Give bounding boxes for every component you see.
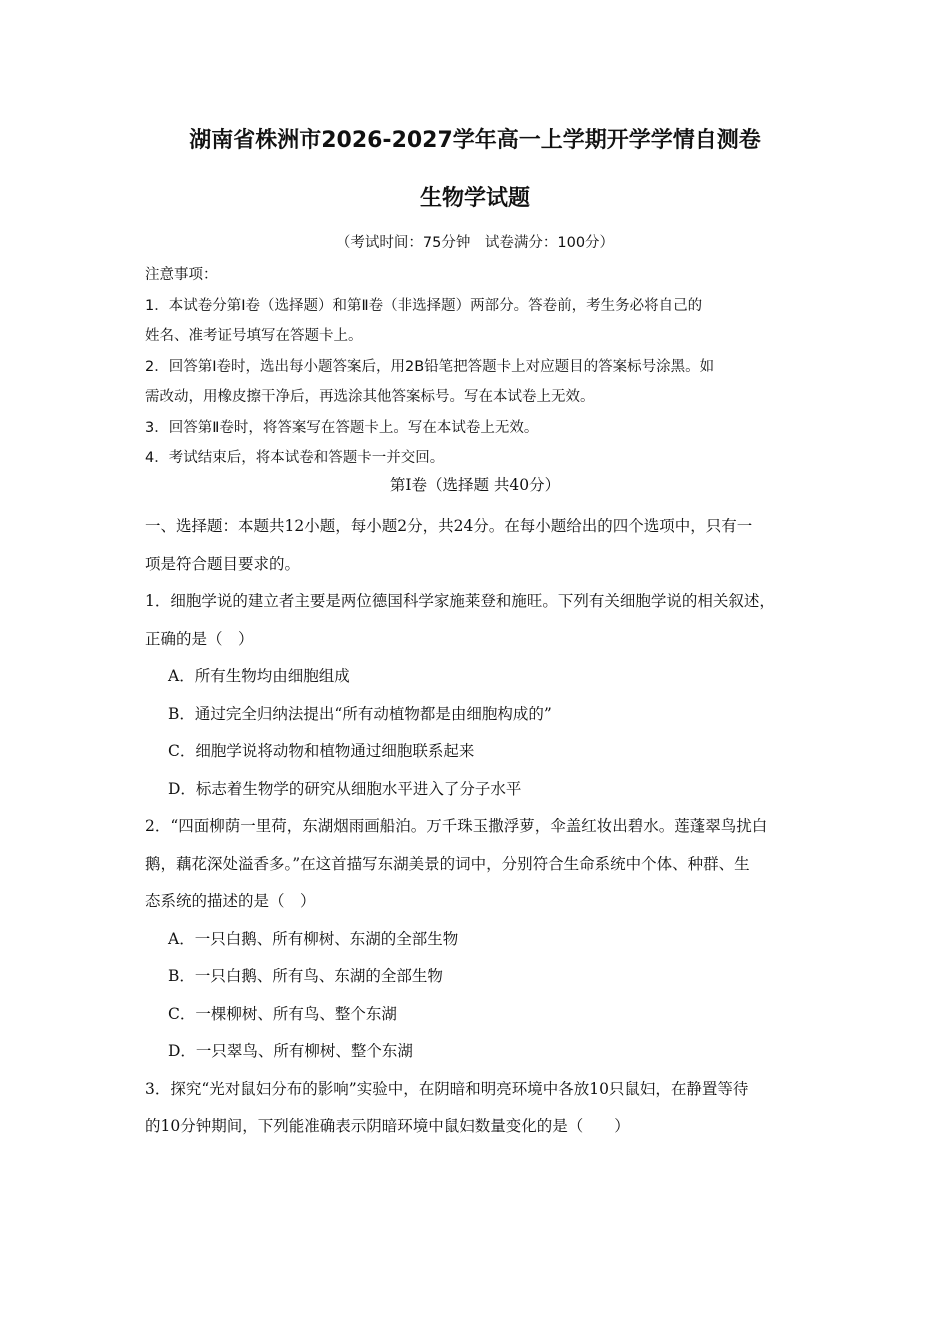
notes-block xyxy=(145,260,815,474)
question-2-option-d: D．一只翠鸟、所有柳树、整个东湖 xyxy=(168,1042,413,1060)
question-2-option-a: A．一只白鹅、所有柳树、东湖的全部生物 xyxy=(168,929,459,948)
section-instruction: 项是符合题目要求的。 xyxy=(145,554,301,573)
question-1-stem: 正确的是（ ） xyxy=(145,629,254,648)
section-instruction: 一、选择题：本题共12小题，每小题2分，共24分。在每小题给出的四个选项中，只有一 xyxy=(145,517,753,535)
question-2-stem: 态系统的描述的是（ ） xyxy=(145,892,316,910)
question-1-option-a: A．所有生物均由细胞组成 xyxy=(168,667,350,685)
notes-line: 2．回答第Ⅰ卷时，选出每小题答案后，用2B铅笔把答题卡上对应题目的答案标号涂黑。如 xyxy=(145,358,715,375)
notes-line: 4．考试结束后，将本试卷和答题卡一并交回。 xyxy=(145,450,445,466)
exam-info: （考试时间：75分钟 试卷满分：100分） xyxy=(335,235,615,251)
question-2-option-c: C．一棵柳树、所有鸟、整个东湖 xyxy=(168,1004,397,1023)
question-3-stem: 3．探究“光对鼠妇分布的影响”实验中，在阴暗和明亮环境中各放10只鼠妇，在静置等待 xyxy=(145,1079,749,1098)
subject-title: 生物学试题 xyxy=(419,186,530,211)
section-heading: 第Ⅰ卷（选择题 共40分） xyxy=(389,476,561,494)
question-2-stem: 鹅，藕花深处溢香多。”在这首描写东湖美景的词中，分别符合生命系统中个体、种群、生 xyxy=(145,854,750,873)
notes-line: 3．回答第Ⅱ卷时，将答案写在答题卡上。写在本试卷上无效。 xyxy=(145,419,539,436)
questions-body xyxy=(145,508,815,1146)
question-2-option-b: B．一只白鹅、所有鸟、东湖的全部生物 xyxy=(168,967,443,985)
question-1-option-b: B．通过完全归纳法提出“所有动植物都是由细胞构成的” xyxy=(168,704,552,723)
question-3-stem: 的10分钟期间，下列能准确表示阴暗环境中鼠妇数量变化的是（ ） xyxy=(145,1117,630,1135)
question-1-option-d: D．标志着生物学的研究从细胞水平进入了分子水平 xyxy=(168,779,522,798)
notes-line: 1．本试卷分第Ⅰ卷（选择题）和第Ⅱ卷（非选择题）两部分。答卷前，考生务必将自己的 xyxy=(145,297,703,314)
notes-line: 姓名、准考证号填写在答题卡上。 xyxy=(145,328,363,344)
question-1-option-c: C．细胞学说将动物和植物通过细胞联系起来 xyxy=(168,742,475,760)
question-2-stem: 2．“四面柳荫一里荷，东湖烟雨画船泊。万千珠玉撒浮萝，伞盖红妆出碧水。莲蓬翠鸟扰白 xyxy=(145,817,768,835)
question-1-stem: 1．细胞学说的建立者主要是两位德国科学家施莱登和施旺。下列有关细胞学说的相关叙述， xyxy=(145,592,775,610)
notes-heading: 注意事项： xyxy=(145,267,218,283)
exam-title: 湖南省株洲市2026-2027学年高一上学期开学学情自测卷 xyxy=(189,128,761,153)
notes-line: 需改动，用橡皮擦干净后，再选涂其他答案标号。写在本试卷上无效。 xyxy=(145,389,595,405)
